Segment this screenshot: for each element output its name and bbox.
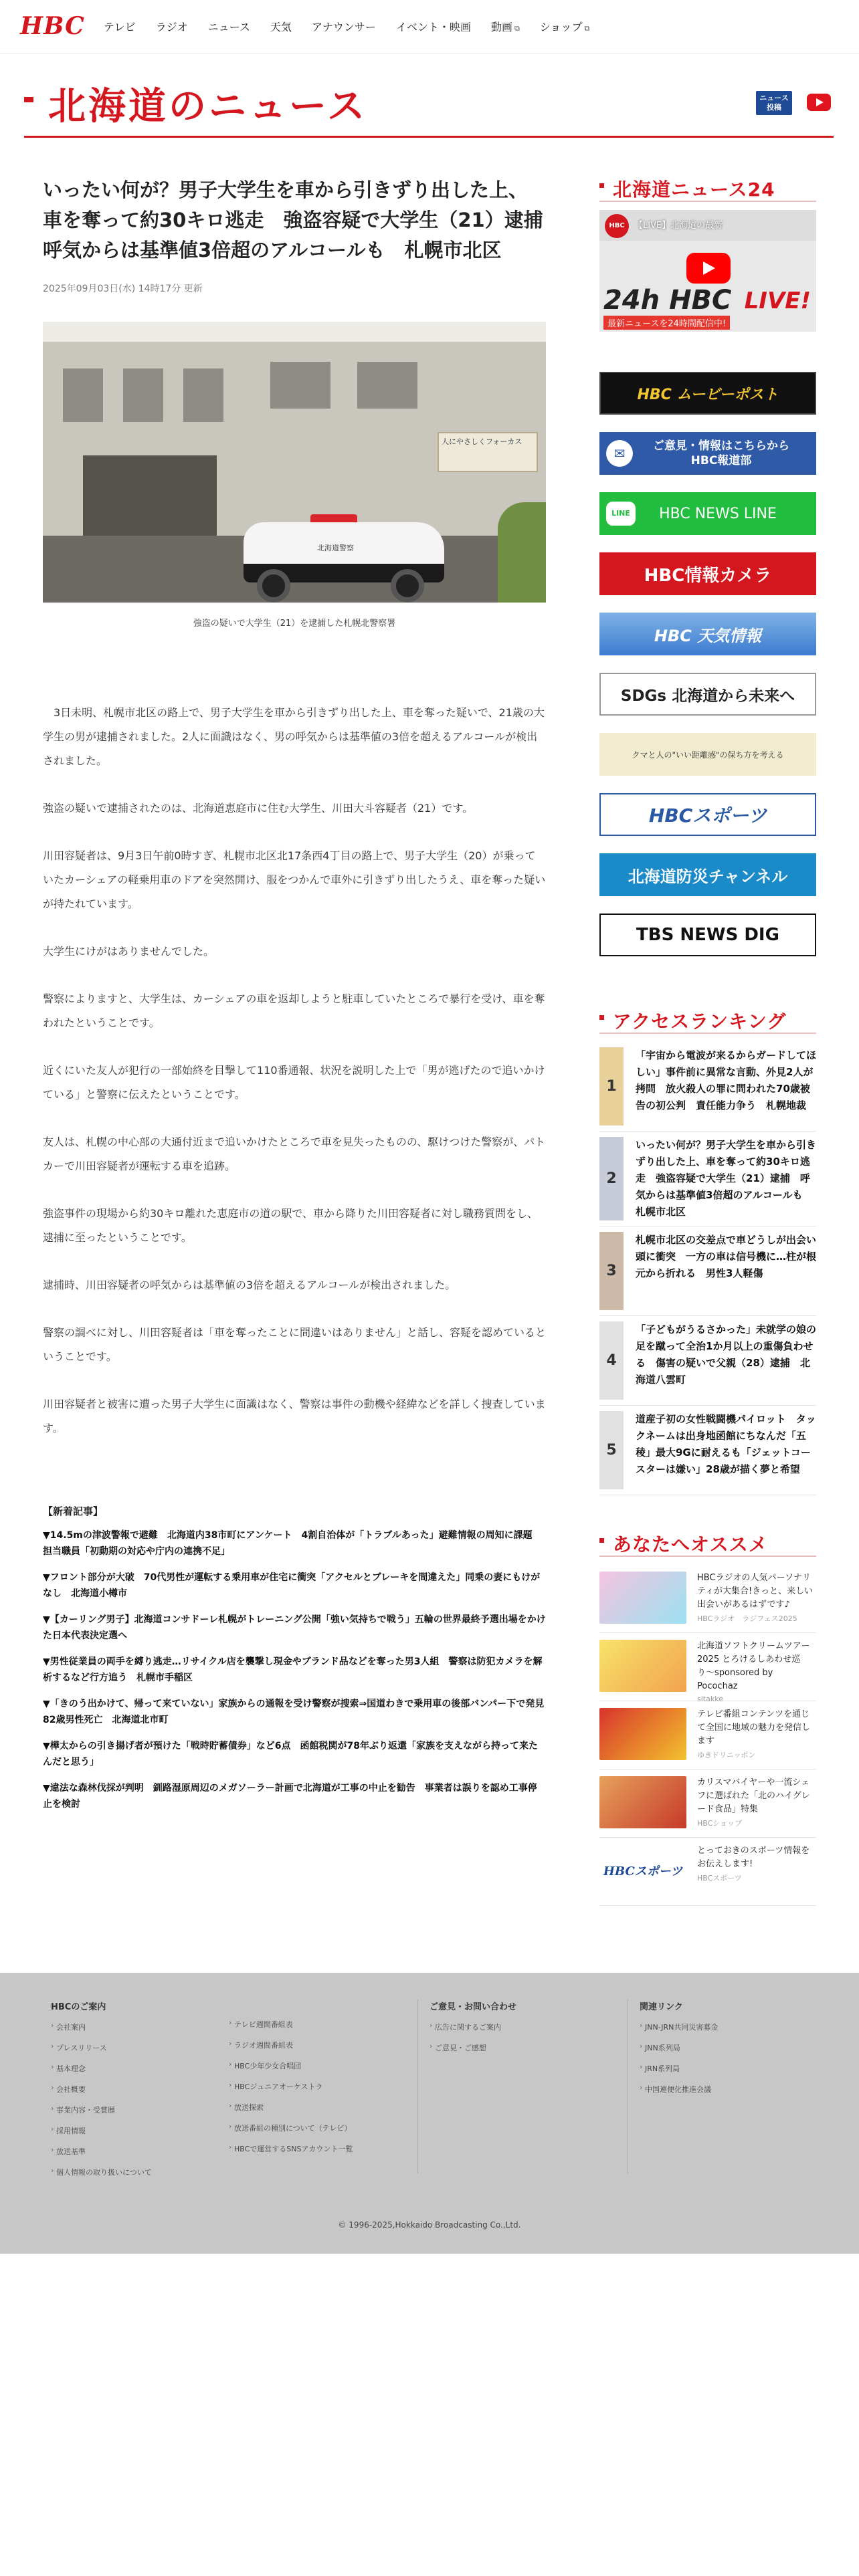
photo-sign: 人にやさしくフォーカス (438, 432, 538, 472)
rank-number: 5 (599, 1411, 624, 1489)
footer-link[interactable]: › 採用情報 (51, 2125, 152, 2136)
recommend-item[interactable] (599, 1838, 816, 1906)
nav-shop[interactable]: ショップ ⧉ (539, 21, 590, 33)
footer-link[interactable]: › 事業内容・受賞歴 (51, 2105, 152, 2115)
ranking-item[interactable] (599, 1132, 816, 1226)
footer-col-guide-2 (229, 2000, 353, 2164)
nav-radio[interactable]: ラジオ (155, 21, 188, 33)
article (43, 175, 563, 1822)
recommend-title: 北海道ソフトクリームツアー2025 とろけるしあわせ巡り〜sponsored by Pocochaz (697, 1641, 810, 1691)
nav-video[interactable]: 動画 ⧉ (490, 21, 520, 33)
heading-accent (24, 97, 33, 102)
banner-tbs-news-dig[interactable]: TBS NEWS DIG (599, 914, 816, 956)
banner-bousai[interactable]: 北海道防災チャンネル (599, 853, 816, 896)
recommend-thumbnail (599, 1640, 686, 1692)
rank-number: 1 (599, 1047, 624, 1125)
nav-events[interactable]: イベント・映画 (395, 21, 471, 33)
recommend-source: HBCラジオ ラジフェス2025 (697, 1614, 797, 1623)
article-paragraph: 大学生にけがはありませんでした。 (43, 945, 215, 958)
rank-number: 3 (599, 1232, 624, 1310)
related-link[interactable]: ▼樺太からの引き揚げ者が預けた「戦時貯蓄債券」など6点 函館税関が78年ぶり返還「家族を支えながら持って来たんだと思う」 (43, 1741, 538, 1767)
article-title: いったい何が？男子大学生を車から引きずり出した上、車を奪って約30キロ逃走 強盗容疑で大学生（21）逮捕 呼気からは基準値3倍超のアルコールも 札幌市北区 (43, 179, 563, 261)
recommend-item[interactable] (599, 1701, 816, 1769)
footer-link[interactable]: › 会社案内 (51, 2022, 152, 2032)
footer-col-links: 関連リンク › JNN-JRN共同災害募金 › JNN系列局 › JRN系列局 › 中国連便化推進会議 (640, 2000, 718, 2105)
recommend-title: テレビ番組コンテンツを通じて全国に地域の魅力を発信します (697, 1709, 811, 1746)
recommend-item[interactable] (599, 1565, 816, 1633)
copyright: © 1996-2025,Hokkaido Broadcasting Co.,Ltd. (338, 2220, 521, 2230)
article-date: 2025年09月03日(水) 14時17分 更新 (43, 284, 203, 294)
ranking-item[interactable] (599, 1226, 816, 1316)
hbc-logo[interactable]: HBC (20, 12, 85, 40)
banner-news-dept[interactable]: ✉ ご意見・情報はこちらから HBC報道部 (599, 432, 816, 475)
access-ranking (599, 1007, 816, 1495)
ranking-title: 「子どもがうるさかった」未就学の娘の足を蹴って全治1か月以上の重傷負わせる 傷害の疑いで父親（28）逮捕 北海道八雲町 (636, 1323, 817, 1386)
photo-caption: 強盗の疑いで大学生（21）を逮捕した札幌北警察署 (193, 619, 396, 629)
ranking-title: 「宇宙から電波が来るからガードしてほしい」事件前に異常な言動、外見2人が拷問 放火殺人の罪に問われた70歳被告の初公判 責任能力争う 札幌地裁 (636, 1049, 817, 1111)
article-body (43, 701, 546, 1440)
footer-link[interactable]: › HBCで運営するSNSアカウント一覧 (229, 2143, 353, 2154)
article-paragraph: 川田容疑者は、9月3日午前0時すぎ、札幌市北区北17条西4丁目の路上で、男子大学生（20）が乗っていたカーシェアの軽乗用車のドアを突然開け、服をつかんで車外に引きずり出したうえ、車を奪った疑いが持たれています。 (43, 849, 546, 910)
recommend-source: HBCショップ (697, 1819, 743, 1828)
related-link[interactable]: ▼14.5mの津波警報で避難 北海道内38市町にアンケート 4割自治体が「トラブルあった」避難情報の周知に課題 担当職員「初動期の対応や庁内の連携不足」 (43, 1530, 542, 1557)
footer-link[interactable]: › 広告に関するご案内 (430, 2022, 516, 2032)
recommend-thumbnail (599, 1776, 686, 1828)
banner-news-line[interactable]: LINE HBC NEWS LINE (599, 492, 816, 535)
article-paragraph: 強盗事件の現場から約30キロ離れた恵庭市の道の駅で、車から降りた川田容疑者に対し職務質問をし、逮捕に至ったということです。 (43, 1207, 539, 1244)
article-paragraph: 近くにいた友人が犯行の一部始終を目撃して110番通報、状況を説明した上で「男が逃げたので追いかけている」と警察に伝えたということです。 (43, 1064, 545, 1101)
ranking-item[interactable] (599, 1042, 816, 1132)
footer-link[interactable]: › HBCジュニアオーケストラ (229, 2081, 353, 2092)
nav-news[interactable]: ニュース (207, 21, 250, 33)
ranking-item[interactable] (599, 1406, 816, 1495)
related-link[interactable]: ▼「きのう出かけて、帰って来ていない」家族からの通報を受け警察が捜索⇒国道わきで乗用車の後部バンパー下で発見 82歳男性死亡 北海道北市町 (43, 1699, 554, 1725)
recommend-thumbnail (599, 1572, 686, 1624)
footer-link[interactable]: › JNN-JRN共同災害募金 (640, 2022, 718, 2032)
footer-link[interactable]: › HBC少年少女合唱団 (229, 2060, 353, 2071)
rank-number: 4 (599, 1321, 624, 1400)
article-paragraph: 川田容疑者と被害に遭った男子大学生に面識はなく、警察は事件の動機や経緯などを詳しく捜査しています。 (43, 1398, 546, 1434)
footer-link[interactable]: › 会社概要 (51, 2084, 152, 2095)
ranking-item[interactable] (599, 1316, 816, 1406)
ranking-title: 札幌市北区の交差点で車どうしが出会い頭に衝突 一方の車は信号機に…柱が根元から折れる 男性3人軽傷 (636, 1234, 817, 1279)
sidebar (599, 175, 816, 1906)
footer-col-contact: ご意見・お問い合わせ › 広告に関するご案内 › ご意見・ご感想 (430, 2000, 516, 2063)
footer-link[interactable]: › プレスリリース (51, 2042, 152, 2053)
banner-list (599, 372, 816, 956)
footer-link[interactable]: › ご意見・ご感想 (430, 2042, 516, 2053)
banner-bear[interactable]: クマと人の"いい距離感"の保ち方を考える (599, 733, 816, 776)
footer-link[interactable]: › テレビ週間番組表 (229, 2019, 353, 2030)
banner-movie-post[interactable]: HBC ムービーポスト (599, 372, 816, 415)
article-paragraph: 強盗の疑いで逮捕されたのは、北海道恵庭市に住む大学生、川田大斗容疑者（21）です。 (43, 802, 474, 815)
channel-avatar: HBC (605, 214, 629, 238)
recommend-title: とっておきのスポーツ情報をお伝えします! (697, 1846, 810, 1869)
related-link[interactable]: ▼違法な森林伐採が判明 釧路湿原周辺のメガソーラー計画で北海道が工事の中止を勧告 事業者は誤りを認め工事停止を検討 (43, 1783, 537, 1810)
footer-link[interactable]: › 中国連便化推進会議 (640, 2084, 718, 2095)
banner-sdgs[interactable]: SDGs 北海道から未来へ (599, 673, 816, 716)
news-post-button[interactable]: ニュース 投稿 (756, 91, 792, 115)
related-link[interactable]: ▼フロント部分が大破 70代男性が運転する乗用車が住宅に衝突「アクセルとブレーキを間違えた」同乗の妻にもけがなし 北海道小樽市 (43, 1572, 541, 1599)
article-paragraph: 友人は、札幌の中心部の大通付近まで追いかけたところで車を見失ったものの、駆けつけた警察が、パトカーで川田容疑者が運転する車を追跡。 (43, 1136, 545, 1172)
external-link-icon: ⧉ (584, 24, 590, 33)
article-paragraph: 3日未明、札幌市北区の路上で、男子大学生を車から引きずり出した上、車を奪った疑いで、21歳の大学生の男が逮捕されました。2人に面識はなく、男の呼気からは基準値の3倍を超えるアルコールが検出されました。 (43, 706, 545, 767)
line-icon: LINE (606, 502, 636, 526)
top-navigation (0, 0, 859, 53)
footer-link[interactable]: › ラジオ週間番組表 (229, 2040, 353, 2050)
related-link[interactable]: ▼男性従業員の両手を縛り逃走…リサイクル店を襲撃し現金やブランド品などを奪った男3人組 警察は防犯カメラを解析するなど行方追う 札幌市手稲区 (43, 1656, 543, 1683)
nav-tv[interactable]: テレビ (104, 21, 136, 33)
live-video-player[interactable]: HBC 【LIVE】北海道の最新 24h HBC LIVE! 最新ニュースを24時間配信中! (599, 210, 816, 332)
recommend-source: ゆきドリニッポン (697, 1751, 756, 1759)
footer-link[interactable]: › JNN系列局 (640, 2042, 718, 2053)
article-paragraph: 警察によりますと、大学生は、カーシェアの車を返却しようと駐車していたところで暴行を受け、車を奪われたということです。 (43, 992, 545, 1029)
recommend-source: sitakke (697, 1695, 723, 1703)
article-paragraph: 警察の調べに対し、川田容疑者は「車を奪ったことに間違いはありません」と話し、容疑を認めているということです。 (43, 1326, 547, 1363)
video-title: 【LIVE】北海道の最新 (634, 221, 723, 231)
footer-col-guide: HBCのご案内 › 会社案内 › プレスリリース › 基本理念 › 会社概要 › 事業内容・受賞歴 › 採用情報 › 放送基準 › 個人情報の取り扱いについて (51, 2000, 152, 2187)
banner-weather[interactable]: HBC 天気情報 (599, 613, 816, 655)
nav-announcer[interactable]: アナウンサー (311, 21, 376, 33)
recommend-thumbnail (599, 1708, 686, 1760)
footer-link[interactable]: › 基本理念 (51, 2063, 152, 2074)
youtube-icon[interactable] (807, 94, 831, 111)
main-nav (104, 19, 589, 34)
recommend-source: HBCスポーツ (697, 1874, 742, 1883)
footer-link[interactable]: › 個人情報の取り扱いについて (51, 2167, 152, 2177)
footer (0, 1973, 859, 2254)
related-link[interactable]: ▼【カーリング男子】北海道コンサドーレ札幌がトレーニング公開「強い気持ちで戦う」五輪の世界最終予選出場をかけた日本代表決定選へ (43, 1614, 546, 1641)
recommend-title: カリスマバイヤーや一流シェフに選ばれた「北のハイグレード食品」特集 (697, 1778, 810, 1814)
recommend-item[interactable] (599, 1769, 816, 1838)
recommendations (599, 1530, 816, 1906)
related-heading: 【新着記事】 (43, 1505, 104, 1517)
banner-sports[interactable]: HBCスポーツ (599, 793, 816, 836)
article-photo: 人にやさしくフォーカス 北海道警察 (43, 322, 546, 603)
rank-number: 2 (599, 1137, 624, 1220)
mail-icon: ✉ (606, 440, 633, 467)
article-paragraph: 逮捕時、川田容疑者の呼気からは基準値の3倍を超えるアルコールが検出されました。 (43, 1279, 456, 1291)
footer-link[interactable]: › JRN系列局 (640, 2063, 718, 2074)
ranking-title: 道産子初の女性戦闘機パイロット タックネームは出身地函館にちなんだ「五稜」最大9Gに耐えるも「ジェットコースターは嫌い」28歳が描く夢と希望 (636, 1413, 816, 1475)
nav-weather[interactable]: 天気 (270, 21, 292, 33)
recommend-item[interactable] (599, 1633, 816, 1701)
related-articles (43, 1504, 554, 1812)
footer-link[interactable]: › 放送基準 (51, 2146, 152, 2157)
page-title: 北海道のニュース (48, 85, 368, 128)
section-heading: 北海道ニュース24 (599, 175, 816, 202)
recommend-thumbnail: HBCスポーツ (599, 1844, 686, 1897)
play-icon[interactable] (686, 253, 731, 284)
banner-info-camera[interactable]: HBC情報カメラ (599, 552, 816, 595)
section-heading: アクセスランキング (599, 1007, 816, 1034)
section-heading: あなたへオススメ (599, 1530, 816, 1557)
ranking-title: いったい何が？男子大学生を車から引きずり出した上、車を奪って約30キロ逃走 強盗容疑で大学生（21）逮捕 呼気からは基準値3倍超のアルコールも 札幌市北区 (636, 1139, 817, 1218)
footer-link[interactable]: › 放送番組の種別について（テレビ） (229, 2123, 353, 2133)
recommend-title: HBCラジオの人気パーソナリティが大集合!きっと、来しい出会いがあるはずです♪ (697, 1573, 814, 1610)
footer-link[interactable]: › 放送探索 (229, 2102, 353, 2113)
page-header (24, 74, 834, 138)
external-link-icon: ⧉ (514, 24, 520, 33)
